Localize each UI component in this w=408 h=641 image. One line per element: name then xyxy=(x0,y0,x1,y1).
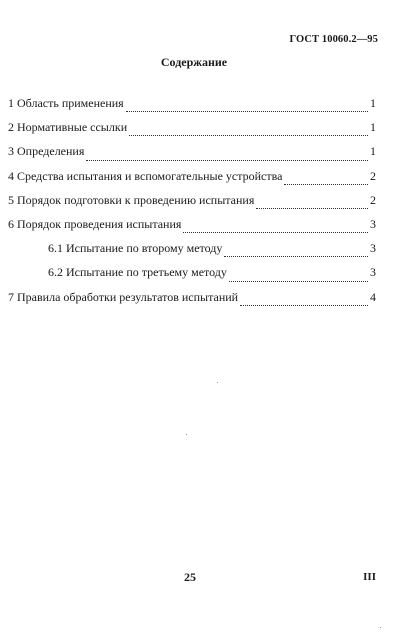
toc-leader-dots xyxy=(129,134,368,136)
toc-entry-6-2[interactable] xyxy=(8,265,376,289)
toc-entry-page: 3 xyxy=(370,265,376,280)
toc-entry-label: 1 Область применения xyxy=(8,96,124,110)
toc-entry-label: 4 Средства испытания и вспомогательные устройства xyxy=(8,168,283,183)
toc-leader-dots xyxy=(86,159,368,161)
table-of-contents xyxy=(8,96,376,314)
toc-entry-2[interactable] xyxy=(8,120,376,144)
toc-leader-dots xyxy=(126,110,368,112)
scan-speck xyxy=(380,627,381,628)
toc-entry-6[interactable] xyxy=(8,217,376,241)
scan-speck xyxy=(217,382,218,383)
toc-entry-page: 1 xyxy=(370,96,376,110)
toc-entry-label: 5 Порядок подготовки к проведению испытания xyxy=(8,192,255,207)
toc-entry-label: 2 Нормативные ссылки xyxy=(8,120,128,135)
document-code: ГОСТ 10060.2—95 xyxy=(289,34,378,45)
toc-entry-label: 6 Порядок проведения испытания xyxy=(8,216,182,231)
toc-entry-page: 2 xyxy=(370,168,376,183)
toc-leader-dots xyxy=(224,255,368,257)
toc-leader-dots xyxy=(284,183,368,185)
toc-entry-label: 6.1 Испытание по второму методу xyxy=(48,241,223,256)
toc-entry-page: 3 xyxy=(370,216,376,231)
roman-page-number: III xyxy=(363,571,376,583)
toc-entry-6-1[interactable] xyxy=(8,241,376,265)
toc-entry-page: 3 xyxy=(370,241,376,256)
page-number: 25 xyxy=(184,570,196,584)
toc-entry-label: 6.2 Испытание по третьему методу xyxy=(48,265,227,280)
toc-leader-dots xyxy=(183,231,368,233)
toc-entry-page: 1 xyxy=(370,120,376,135)
toc-leader-dots xyxy=(256,207,368,209)
toc-title: Содержание xyxy=(160,55,228,69)
toc-entry-page: 4 xyxy=(370,289,376,304)
toc-entry-label: 3 Определения xyxy=(8,144,85,159)
toc-leader-dots xyxy=(240,304,368,306)
toc-entry-5[interactable] xyxy=(8,193,376,217)
toc-entry-1[interactable] xyxy=(8,96,376,120)
toc-entry-7[interactable] xyxy=(8,290,376,314)
toc-entry-4[interactable] xyxy=(8,169,376,193)
toc-entry-3[interactable] xyxy=(8,144,376,168)
scan-speck xyxy=(186,434,187,435)
toc-entry-page: 1 xyxy=(370,144,376,159)
toc-entry-label: 7 Правила обработки результатов испытаний xyxy=(8,289,239,304)
toc-leader-dots xyxy=(229,280,368,282)
toc-entry-page: 2 xyxy=(370,192,376,207)
